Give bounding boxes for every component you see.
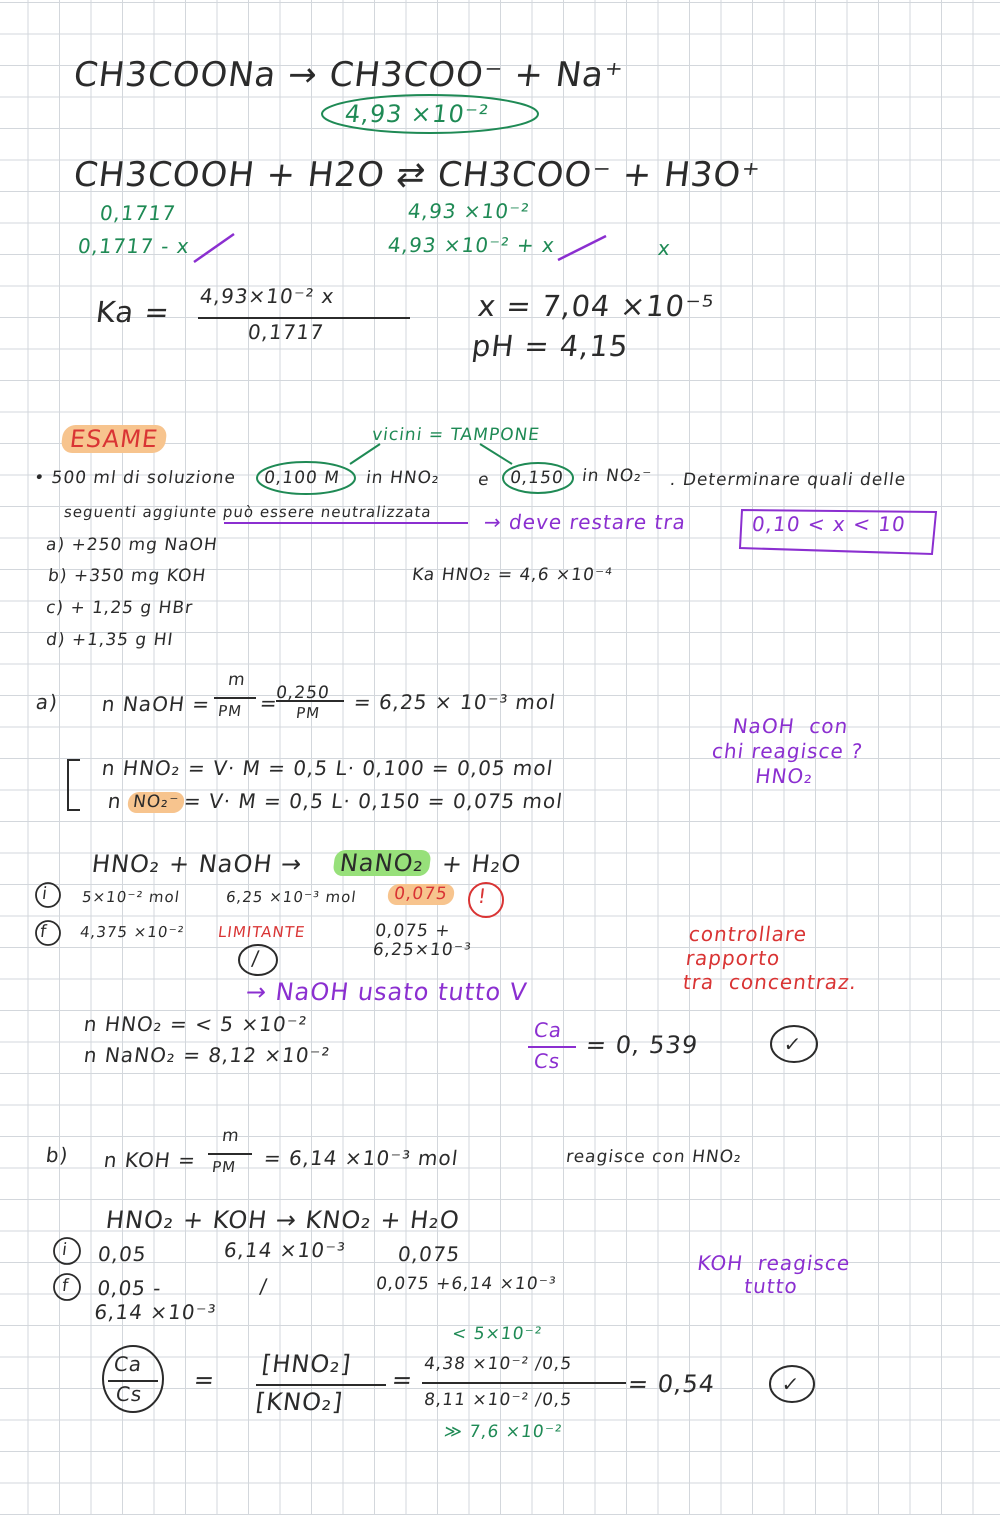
final-acid-a: 4,375 ×10⁻² bbox=[78, 923, 186, 941]
initial-label-b: i bbox=[60, 1240, 70, 1260]
circle-initial-a bbox=[33, 880, 63, 910]
val-den-b: 8,11 ×10⁻² /0,5 bbox=[422, 1390, 574, 1410]
circle-salt-concentration bbox=[500, 460, 578, 496]
init-acid-b: 0,05 bbox=[96, 1242, 149, 1266]
equals-b2: = bbox=[390, 1366, 415, 1394]
frac-b-num: m bbox=[220, 1126, 241, 1146]
n-nano2-final: n NaNO₂ = 8,12 ×10⁻² bbox=[82, 1043, 332, 1067]
final-label-b: f bbox=[60, 1276, 71, 1296]
conc-den-b: [KNO₂] bbox=[254, 1388, 345, 1416]
option-d: d) +1,35 g HI bbox=[44, 630, 175, 650]
n-koh-result: = 6,14 ×10⁻³ mol bbox=[262, 1146, 460, 1170]
circle-final-b bbox=[51, 1271, 83, 1303]
and-word: e bbox=[476, 470, 491, 490]
check-circle-b bbox=[766, 1362, 818, 1406]
x-value: x = 7,04 ×10⁻⁵ bbox=[475, 289, 716, 323]
note-buffer: vicini = TAMPONE bbox=[370, 425, 542, 445]
note-naoh-used: → NaOH usato tutto V bbox=[244, 978, 530, 1006]
n-naoh-result: = 6,25 × 10⁻³ mol bbox=[352, 690, 558, 714]
note-range: 0,10 < x < 10 bbox=[750, 512, 908, 536]
bracket-moles bbox=[62, 756, 84, 816]
alert-circle bbox=[466, 880, 506, 920]
frac-b-den: PM bbox=[210, 1158, 238, 1176]
equilibrium-base: 4,93 ×10⁻² + x bbox=[386, 233, 557, 257]
equilibrium-h3o: x bbox=[656, 236, 673, 260]
in-hno2: in HNO₂ bbox=[364, 468, 441, 488]
option-a: a) +250 mg NaOH bbox=[44, 535, 219, 555]
equilibrium-acid: 0,1717 - x bbox=[76, 234, 192, 258]
note-koh-reacts: KOH reagisce tutto bbox=[696, 1251, 852, 1298]
ratio-den-a: Cs bbox=[532, 1049, 562, 1073]
frac2-line bbox=[276, 700, 344, 702]
circle-acid-concentration bbox=[254, 460, 358, 496]
problem-text-1: • 500 ml di soluzione bbox=[32, 468, 238, 488]
frac2-num: 0,250 bbox=[274, 683, 331, 703]
acid-concentration: 0,100 M bbox=[262, 468, 342, 488]
part-a-label: a) bbox=[34, 690, 60, 714]
ratio-den-b: Cs bbox=[114, 1382, 144, 1406]
underline-neutralizzata bbox=[222, 518, 470, 528]
final-salt-a: 0,075 + 6,25×10⁻³ bbox=[371, 921, 473, 960]
problem-text-2: seguenti aggiunte può essere neutralizzata bbox=[62, 503, 433, 521]
final-salt-b: 0,075 +6,14 ×10⁻³ bbox=[374, 1274, 558, 1294]
n-hno2-calc: n HNO₂ = V· M = 0,5 L· 0,100 = 0,05 mol bbox=[100, 756, 555, 780]
ka-hno2: Ka HNO₂ = 4,6 ×10⁻⁴ bbox=[410, 565, 614, 585]
ratio-num-a: Ca bbox=[532, 1018, 564, 1042]
final-label-a: f bbox=[38, 922, 49, 942]
salt-concentration: 0,150 bbox=[508, 468, 565, 488]
circle-ratio-b bbox=[100, 1342, 166, 1416]
init-base-a: 6,25 ×10⁻³ mol bbox=[224, 888, 358, 906]
product-nano2: NaNO₂ bbox=[332, 850, 431, 876]
reacts-with-b: reagisce con HNO₂ bbox=[564, 1147, 743, 1167]
problem-text-1-end: . Determinare quali delle bbox=[668, 470, 908, 490]
alert-icon: ! bbox=[476, 884, 489, 908]
ratio-num-b: Ca bbox=[112, 1352, 144, 1376]
part-b-label: b) bbox=[44, 1143, 70, 1167]
check-icon-a: ✓ bbox=[782, 1032, 804, 1056]
note-check-ratio: controllare rapporto tra concentraz. bbox=[681, 922, 859, 994]
ka-label: Ka = bbox=[93, 295, 172, 329]
dissociation-equation: CH3COONa → CH3COO⁻ + Na⁺ bbox=[71, 55, 626, 95]
ka-fraction-line bbox=[198, 317, 410, 319]
n-naoh-label: n NaOH = bbox=[100, 692, 212, 716]
init-acid-a: 5×10⁻² mol bbox=[80, 888, 182, 906]
box-range bbox=[736, 506, 941, 558]
val-line-b bbox=[422, 1382, 626, 1384]
initial-label-a: i bbox=[40, 884, 50, 904]
note-less-than: < 5×10⁻² bbox=[450, 1324, 544, 1344]
ka-denominator: 0,1717 bbox=[246, 320, 326, 344]
note-much-greater: ≫ 7,6 ×10⁻² bbox=[442, 1422, 564, 1442]
result-b: = 0,54 bbox=[626, 1370, 717, 1398]
equals-b1: = bbox=[192, 1366, 217, 1394]
n-no2-prefix: n bbox=[106, 789, 124, 813]
n-hno2-final: n HNO₂ = < 5 ×10⁻² bbox=[82, 1012, 309, 1036]
initial-acid: 0,1717 bbox=[98, 201, 178, 225]
in-no2: in NO₂⁻ bbox=[580, 466, 654, 486]
note-range-prefix: → deve restare tra bbox=[482, 510, 688, 534]
strike-x-base bbox=[552, 228, 612, 268]
init-base-b: 6,14 ×10⁻³ bbox=[222, 1238, 348, 1262]
ka-numerator: 4,93×10⁻² x bbox=[198, 284, 336, 308]
option-c: c) + 1,25 g HBr bbox=[44, 598, 195, 618]
frac1-line bbox=[214, 697, 256, 699]
conc-line-b bbox=[256, 1384, 386, 1386]
frac1-num: m bbox=[226, 670, 247, 690]
circle-final-a bbox=[33, 918, 63, 948]
reaction-a: HNO₂ + NaOH → bbox=[90, 850, 304, 878]
circle-initial-b bbox=[51, 1235, 83, 1267]
ratio-line-a bbox=[528, 1046, 576, 1048]
n-koh-label: n KOH = bbox=[102, 1148, 198, 1172]
circle-concentration-mark bbox=[318, 92, 543, 136]
ph-value: pH = 4,15 bbox=[469, 329, 631, 363]
ratio-value-a: = 0, 539 bbox=[584, 1031, 700, 1059]
option-b: b) +350 mg KOH bbox=[46, 566, 208, 586]
init-salt-a: 0,075 bbox=[387, 884, 455, 905]
frac-b-line bbox=[208, 1153, 252, 1155]
check-circle-a bbox=[768, 1022, 820, 1066]
equals-sign-a: = bbox=[258, 691, 280, 715]
frac2-den: PM bbox=[294, 704, 322, 722]
limiting-label: LIMITANTE bbox=[216, 923, 307, 941]
final-base-b: / bbox=[258, 1274, 270, 1298]
reaction-b: HNO₂ + KOH → KNO₂ + H₂O bbox=[104, 1206, 462, 1234]
reaction-a-tail: + H₂O bbox=[440, 850, 524, 878]
init-salt-b: 0,075 bbox=[396, 1242, 462, 1266]
n-no2-species: NO₂⁻ bbox=[127, 792, 185, 813]
circle-slash bbox=[236, 942, 280, 978]
conc-num-b: [HNO₂] bbox=[260, 1350, 353, 1378]
n-no2-calc: = V· M = 0,5 L· 0,150 = 0,075 mol bbox=[182, 789, 565, 813]
strike-x-acid bbox=[190, 228, 240, 268]
exam-label: ESAME bbox=[60, 425, 168, 453]
check-icon-b: ✓ bbox=[780, 1372, 802, 1396]
frac1-den: PM bbox=[216, 702, 244, 720]
circled-concentration: 4,93 ×10⁻² bbox=[343, 100, 491, 128]
slash-final-base: / bbox=[250, 946, 262, 970]
val-num-b: 4,38 ×10⁻² /0,5 bbox=[422, 1354, 574, 1374]
final-acid-b: 0,05 - 6,14 ×10⁻³ bbox=[93, 1276, 218, 1324]
initial-base: 4,93 ×10⁻² bbox=[406, 199, 532, 223]
equilibrium-equation: CH3COOH + H2O ⇄ CH3COO⁻ + H3O⁺ bbox=[71, 155, 763, 195]
note-reacts-question: NaOH con chi reagisce ? HNO₂ bbox=[710, 714, 865, 788]
